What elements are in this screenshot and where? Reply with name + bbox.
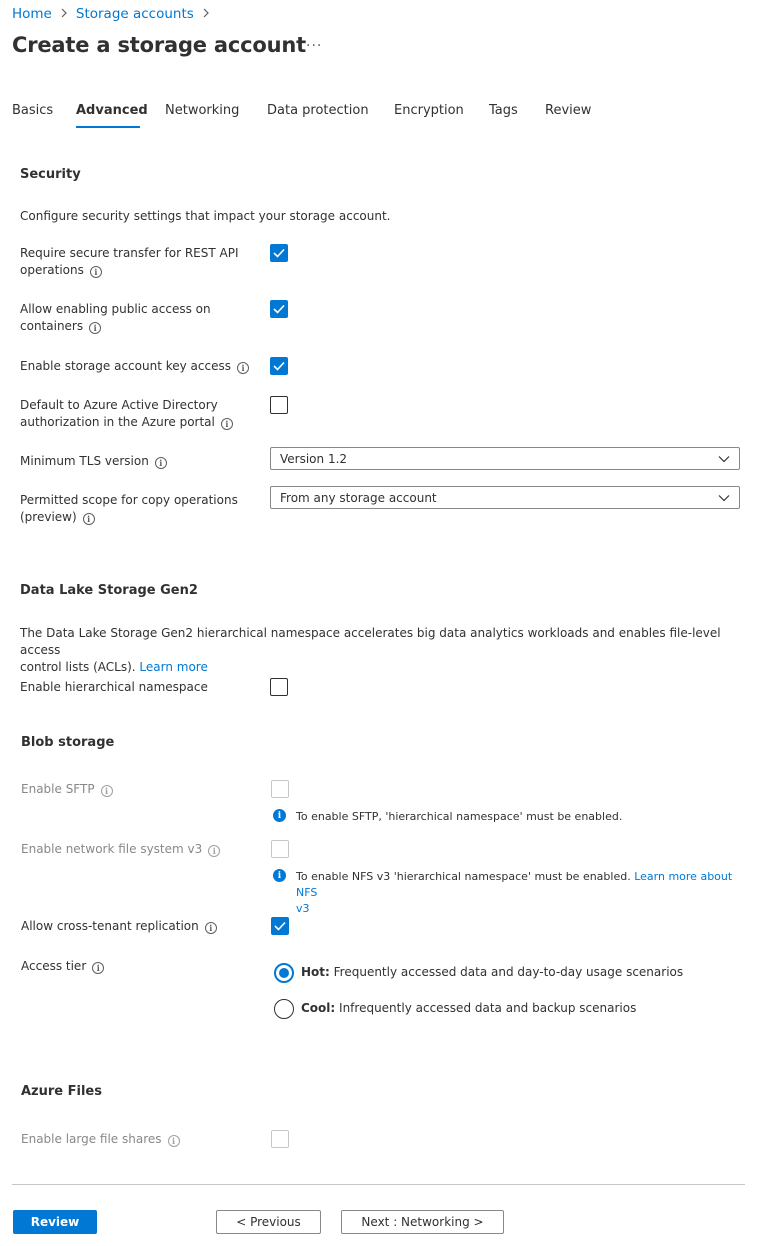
nfs-learn-more-link[interactable]: Learn more about NFS: [296, 870, 733, 899]
info-icon[interactable]: i: [92, 962, 104, 974]
access-tier-hot-radio[interactable]: [274, 963, 294, 983]
info-icon[interactable]: i: [208, 845, 220, 857]
info-icon[interactable]: i: [237, 362, 249, 374]
access-tier-label: Access tier i: [21, 958, 104, 975]
tab-basics[interactable]: Basics: [12, 103, 54, 118]
chevron-down-icon: [718, 455, 730, 463]
review-button[interactable]: Review: [13, 1210, 97, 1234]
nfs-label: Enable network file system v3 i: [21, 841, 220, 858]
section-heading-data-lake: Data Lake Storage Gen2: [20, 583, 198, 598]
sftp-checkbox: [271, 780, 289, 798]
footer-divider: [12, 1184, 745, 1185]
page-title: Create a storage account: [12, 33, 306, 57]
previous-button[interactable]: < Previous: [216, 1210, 321, 1234]
sftp-notice: i To enable SFTP, 'hierarchical namespace' must be enabled.: [273, 809, 622, 825]
info-icon[interactable]: i: [205, 922, 217, 934]
checkmark-icon: [274, 921, 286, 931]
copy-scope-label: Permitted scope for copy operations (preview) i: [20, 493, 238, 524]
tab-data-protection[interactable]: Data protection: [267, 103, 369, 118]
hns-checkbox[interactable]: [270, 678, 288, 696]
tab-review[interactable]: Review: [545, 103, 592, 118]
aad-default-checkbox[interactable]: [270, 396, 288, 414]
large-shares-checkbox: [271, 1130, 289, 1148]
nfs-notice: i To enable NFS v3 'hierarchical namespace' must be enabled. Learn more about NFS v3: [273, 869, 748, 917]
info-icon[interactable]: i: [221, 418, 233, 430]
large-shares-label: Enable large file shares i: [21, 1131, 180, 1148]
checkmark-icon: [273, 361, 285, 371]
info-icon[interactable]: i: [90, 266, 102, 278]
public-access-label: Allow enabling public access on containers i: [20, 302, 211, 333]
more-icon[interactable]: ···: [306, 38, 323, 54]
hns-label: Enable hierarchical namespace: [20, 680, 208, 694]
chevron-right-icon: [202, 7, 210, 21]
data-lake-description: The Data Lake Storage Gen2 hierarchical namespace accelerates big data analytics workloads and enables file-level access control lists (ACLs). Learn more: [20, 626, 721, 674]
key-access-label: Enable storage account key access i: [20, 358, 265, 375]
info-icon[interactable]: i: [168, 1135, 180, 1147]
section-heading-security: Security: [20, 167, 81, 182]
learn-more-link[interactable]: Learn more: [139, 660, 208, 674]
key-access-checkbox[interactable]: [270, 357, 288, 375]
access-tier-hot-label[interactable]: Hot: Frequently accessed data and day-to-day usage scenarios: [301, 965, 684, 979]
info-icon[interactable]: i: [155, 457, 167, 469]
info-filled-icon: i: [273, 809, 286, 822]
secure-transfer-label: Require secure transfer for REST API operations i: [20, 246, 239, 277]
info-icon[interactable]: i: [101, 785, 113, 797]
chevron-down-icon: [718, 494, 730, 502]
section-heading-azure-files: Azure Files: [21, 1084, 102, 1099]
nfs-checkbox: [271, 840, 289, 858]
copy-scope-dropdown[interactable]: From any storage account: [270, 486, 740, 509]
access-tier-cool-radio[interactable]: [274, 999, 294, 1019]
aad-default-label: Default to Azure Active Directory authorization in the Azure portal i: [20, 397, 260, 431]
tab-tags[interactable]: Tags: [489, 103, 518, 118]
info-icon[interactable]: i: [83, 513, 95, 525]
security-description: Configure security settings that impact your storage account.: [20, 209, 391, 223]
public-access-checkbox[interactable]: [270, 300, 288, 318]
active-tab-indicator: [76, 126, 140, 128]
chevron-right-icon: [60, 7, 68, 21]
secure-transfer-checkbox[interactable]: [270, 244, 288, 262]
access-tier-cool-label[interactable]: Cool: Infrequently accessed data and backup scenarios: [301, 1001, 637, 1015]
breadcrumb-storage-accounts[interactable]: Storage accounts: [75, 6, 194, 22]
checkmark-icon: [273, 248, 285, 258]
tls-version-dropdown[interactable]: Version 1.2: [270, 447, 740, 470]
tab-networking[interactable]: Networking: [165, 103, 240, 118]
tab-advanced[interactable]: Advanced: [76, 103, 148, 118]
tls-label: Minimum TLS version i: [20, 453, 260, 470]
tab-encryption[interactable]: Encryption: [394, 103, 464, 118]
checkmark-icon: [273, 304, 285, 314]
breadcrumb-home[interactable]: Home: [12, 6, 52, 22]
cross-tenant-label: Allow cross-tenant replication i: [21, 918, 217, 935]
info-filled-icon: i: [273, 869, 286, 882]
info-icon[interactable]: i: [89, 322, 101, 334]
breadcrumb: [12, 6, 218, 22]
cross-tenant-checkbox[interactable]: [271, 917, 289, 935]
sftp-label: Enable SFTP i: [21, 781, 113, 798]
nfs-learn-more-link-cont[interactable]: v3: [296, 902, 310, 915]
next-networking-button[interactable]: Next : Networking >: [341, 1210, 504, 1234]
section-heading-blob-storage: Blob storage: [21, 735, 115, 750]
